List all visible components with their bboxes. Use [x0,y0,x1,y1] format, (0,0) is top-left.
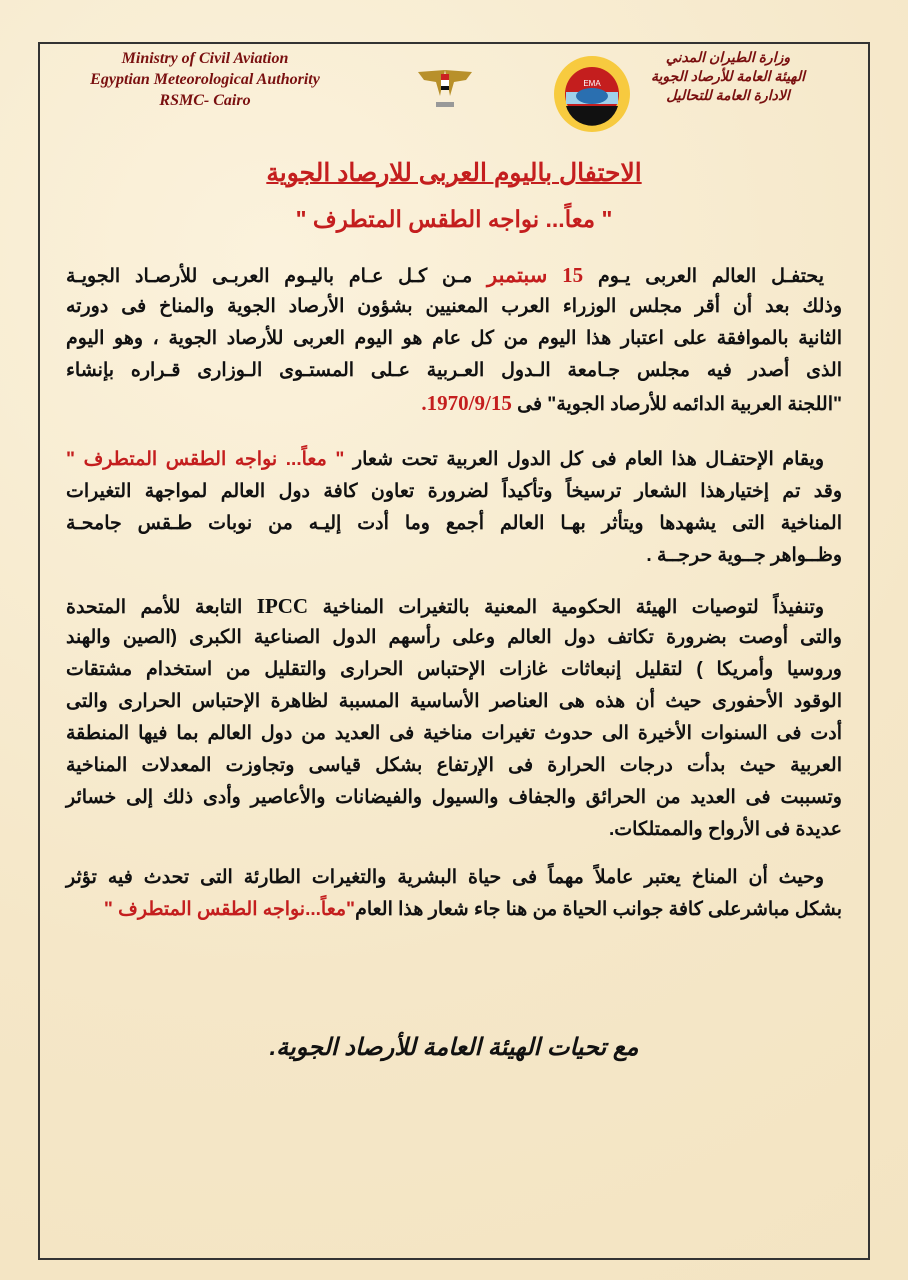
center-name: RSMC- Cairo [159,92,251,109]
text-line [66,590,842,622]
text-line [66,540,842,572]
text-line [66,654,842,686]
text-segment: وتسببت فى العديد من الحرائق والجفاف والسيول والفيضانات والأعاصير وأدى ذلك إلى خسائر [66,787,842,808]
ministry-name-ar: وزارة الطيران المدني [665,49,791,65]
text-line [66,476,842,508]
text-line [66,894,842,926]
text-segment: يحتفـل العالم العربى يـوم [583,266,824,287]
text-line [66,355,842,387]
highlighted-text: 1970/9/15. [421,391,512,415]
slogan: " معاً... نواجه الطقس المتطرف " [295,206,613,232]
text-segment: بشكل مباشرعلى كافة جوانب الحياة من هنا جاء شعار هذا العام [355,899,842,920]
text-segment: الوقود الأحفورى حيث أن هذه هى العناصر الأساسية المسببة لظاهرة الإحتباس الحرارى والتى [66,691,842,712]
highlighted-text: "معاً...نواجه الطقس المتطرف " [103,899,356,920]
header-arabic [618,48,838,105]
header-english [70,48,340,111]
text-line [66,444,842,476]
text-segment: "اللجنة العربية الدائمه للأرصاد الجوية" فى [511,394,842,415]
text-line [66,750,842,782]
text-line [66,291,842,323]
text-line [66,686,842,718]
text-segment: التابعة للأمم المتحدة [66,597,257,618]
paragraph-1 [66,259,842,419]
text-line [66,508,842,540]
text-segment: وقد تم إختيارهذا الشعار ترسيخاً وتأكيداً لضرورة تعاون كافة دول العالم لمواجهة التغيرات [66,481,842,502]
text-line [66,387,842,419]
text-segment: ويقام الإحتفـال هذا العام فى كل الدول العربية تحت شعار [344,449,824,470]
ministry-name: Ministry of Civil Aviation [121,50,289,67]
text-segment: وحيث أن المناخ يعتبر عاملاً مهماً فى حياة البشرية والتغيرات الطارئة التى تحدث فيه تؤثر [66,867,824,888]
highlighted-text: " معاً... نواجه الطقس المتطرف " [66,449,345,470]
text-segment: الثانية بالموافقة على اعتبار هذا اليوم من كل عام هو اليوم العربى للأرصاد الجوية ، وهو اليوم [66,328,842,349]
text-segment: وظــواهر جــوية حرجــة . [646,545,842,566]
ema-logo-text: EMA [583,79,601,88]
text-line [66,814,842,846]
text-segment: وروسيا وأمريكا ) لتقليل إنبعاثات غازات الإحتباس الحرارى والتقليل من استخدام مشتقات [66,659,842,680]
text-segment: عديدة فى الأرواح والممتلكات. [609,819,842,840]
text-line [66,622,842,654]
text-segment: الذى أصدر فيه مجلس جـامعة الـدول العـربية عـلى المستـوى الـوزارى قـراره بإنشاء [66,360,842,381]
document-title: الاحتفال باليوم العربى للارصاد الجوية [266,159,642,187]
text-segment: المناخية التى يشهدها ويتأثر بهـا العالم أجمع وما أدت إليـه من نوبات طـقس جامحـة [66,513,842,534]
text-line [66,718,842,750]
text-segment: IPCC [256,594,309,618]
text-segment: والتى أوصت بضرورة تكاتف دول العالم وعلى رأسهم الدول الصناعية الكبرى (الصين والهند [66,627,842,648]
paragraph-3 [66,590,842,846]
authority-name-ar: الهيئة العامة للأرصاد الجوية [650,68,805,84]
paragraph-2 [66,444,842,572]
authority-name: Egyptian Meteorological Authority [90,71,320,88]
text-segment: العربية حيث بدأت درجات الحرارة فى الإرتفاع بشكل قياسى وتجاوزت المعدلات المناخية [66,755,842,776]
text-segment: وتنفيذاً لتوصيات الهيئة الحكومية المعنية بالتغيرات المناخية [308,597,824,618]
text-line [66,782,842,814]
text-segment: أدت فى السنوات الأخيرة الى حدوث تغيرات مناخية فى العديد من دول العالم بما فيها المنطقة [66,723,842,744]
highlighted-text: 15 سبتمبر [487,263,584,287]
text-line [66,323,842,355]
text-segment: مـن كـل عـام باليـوم العربـى للأرصـاد الجويـة [66,266,487,287]
text-line [66,259,842,291]
text-line [66,862,842,894]
civil-aviation-logo [410,62,480,112]
closing-signature: مع تحيات الهيئة العامة للأرصاد الجوية. [269,1034,639,1061]
text-segment: وذلك بعد أن أقر مجلس الوزراء العرب المعنيين بشؤون الأرصاد الجوية والمناخ فى دورته [66,296,842,317]
paragraph-4 [66,862,842,926]
department-name-ar: الادارة العامة للتحاليل [666,87,790,103]
